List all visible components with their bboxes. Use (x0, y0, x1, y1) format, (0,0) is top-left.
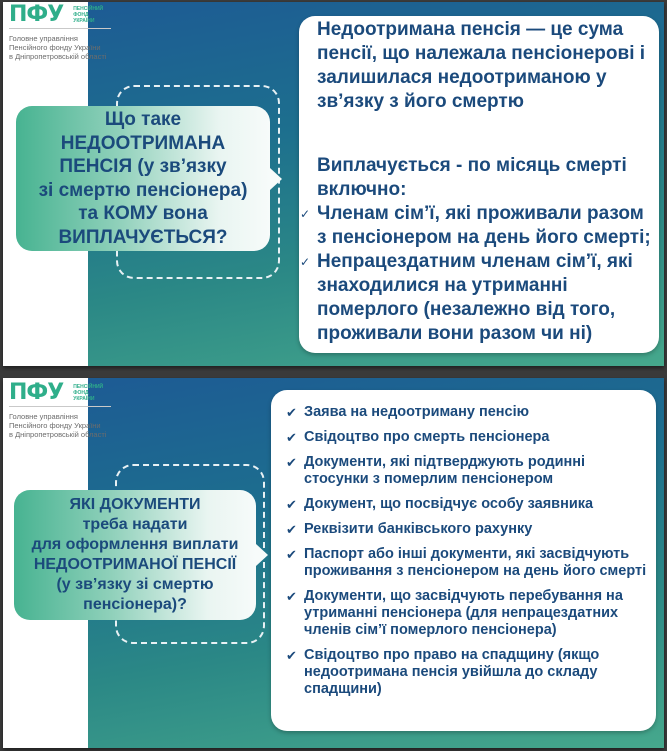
check-icon: ✔ (286, 406, 297, 421)
answer-panel (299, 16, 659, 353)
pfu-logo (9, 382, 111, 439)
document-item: ✔ Паспорт або інші документи, які засвідчують проживання з пенсіонером на день його смерті (286, 546, 647, 579)
pfu-logo-subtitle: Головне управління Пенсійного фонду України в Дніпропетровській області (9, 34, 107, 61)
check-icon: ✔ (286, 431, 297, 446)
pfu-logo-subtitle: Головне управління Пенсійного фонду України в Дніпропетровській області (9, 412, 107, 439)
check-icon: ✔ (286, 523, 297, 538)
document-item: ✔ Свідоцтво про право на спадщину (якщо недоотримана пенсія увійшла до складу спадщини) (286, 647, 600, 697)
check-icon: ✔ (286, 649, 297, 664)
document-item: ✔ Реквізити банківського рахунку (286, 521, 533, 538)
document-item: ✔ Заява на недоотриману пенсію (286, 404, 530, 421)
question-bubble: Що таке НЕДООТРИМАНА ПЕНСІЯ (у зв’язку зі смертю пенсіонера) та КОМУ вона ВИПЛАЧУЄТЬСЯ? (16, 106, 270, 251)
documents-panel (271, 390, 656, 731)
check-icon: ✓ (300, 255, 311, 269)
document-item: ✔ Документи, які підтверджують родинні стосунки з померлим пенсіонером (286, 454, 586, 487)
pfu-logo-side-text: ПЕНСІЙНИЙ ФОНД УКРАЇНИ (73, 6, 104, 24)
logo-divider (9, 406, 111, 411)
documents-list (286, 404, 650, 706)
document-item: ✔ Документи, що засвідчують перебування на утриманні пенсіонера (для непрацездатних членів сім’ї померлого пенсіонера) (286, 588, 623, 638)
check-icon: ✔ (286, 548, 297, 563)
check-icon: ✓ (300, 207, 311, 221)
slide-required-documents (3, 378, 664, 748)
pfu-logo (9, 4, 111, 61)
check-icon: ✔ (286, 498, 297, 513)
pfu-logo-side-text: ПЕНСІЙНИЙ ФОНД УКРАЇНИ (73, 384, 104, 402)
recipient-item: ✓ Членам сім’ї, які проживали разом з пенсіонером на день його смерті; (300, 203, 651, 248)
question-bubble: ЯКІ ДОКУМЕНТИ треба надати для оформлення виплати НЕДООТРИМАНОЇ ПЕНСІЇ (у зв’язку зі смертю пенсіонера)? (14, 490, 256, 620)
document-item: ✔ Свідоцтво про смерть пенсіонера (286, 429, 550, 446)
slide-unpaid-pension-definition (3, 2, 664, 366)
payment-heading: Виплачується - по місяць смерті включно: (317, 155, 627, 200)
logo-divider (9, 28, 111, 33)
definition-text: Недоотримана пенсія — це сума пенсії, що належала пенсіонерові і залишилася недоотриманою у зв’язку з його смертю (317, 19, 646, 112)
recipient-item: ✓ Непрацездатним членам сім’ї, які знаходилися на утриманні померлого (незалежно від того, проживали вони разом чи ні) (300, 251, 633, 344)
check-icon: ✔ (286, 456, 297, 471)
document-item: ✔ Документ, що посвідчує особу заявника (286, 496, 594, 513)
pfu-logo-mark: ПФУ (9, 380, 64, 405)
payment-info (300, 154, 651, 346)
pfu-logo-mark: ПФУ (9, 2, 64, 27)
check-icon: ✔ (286, 590, 297, 605)
